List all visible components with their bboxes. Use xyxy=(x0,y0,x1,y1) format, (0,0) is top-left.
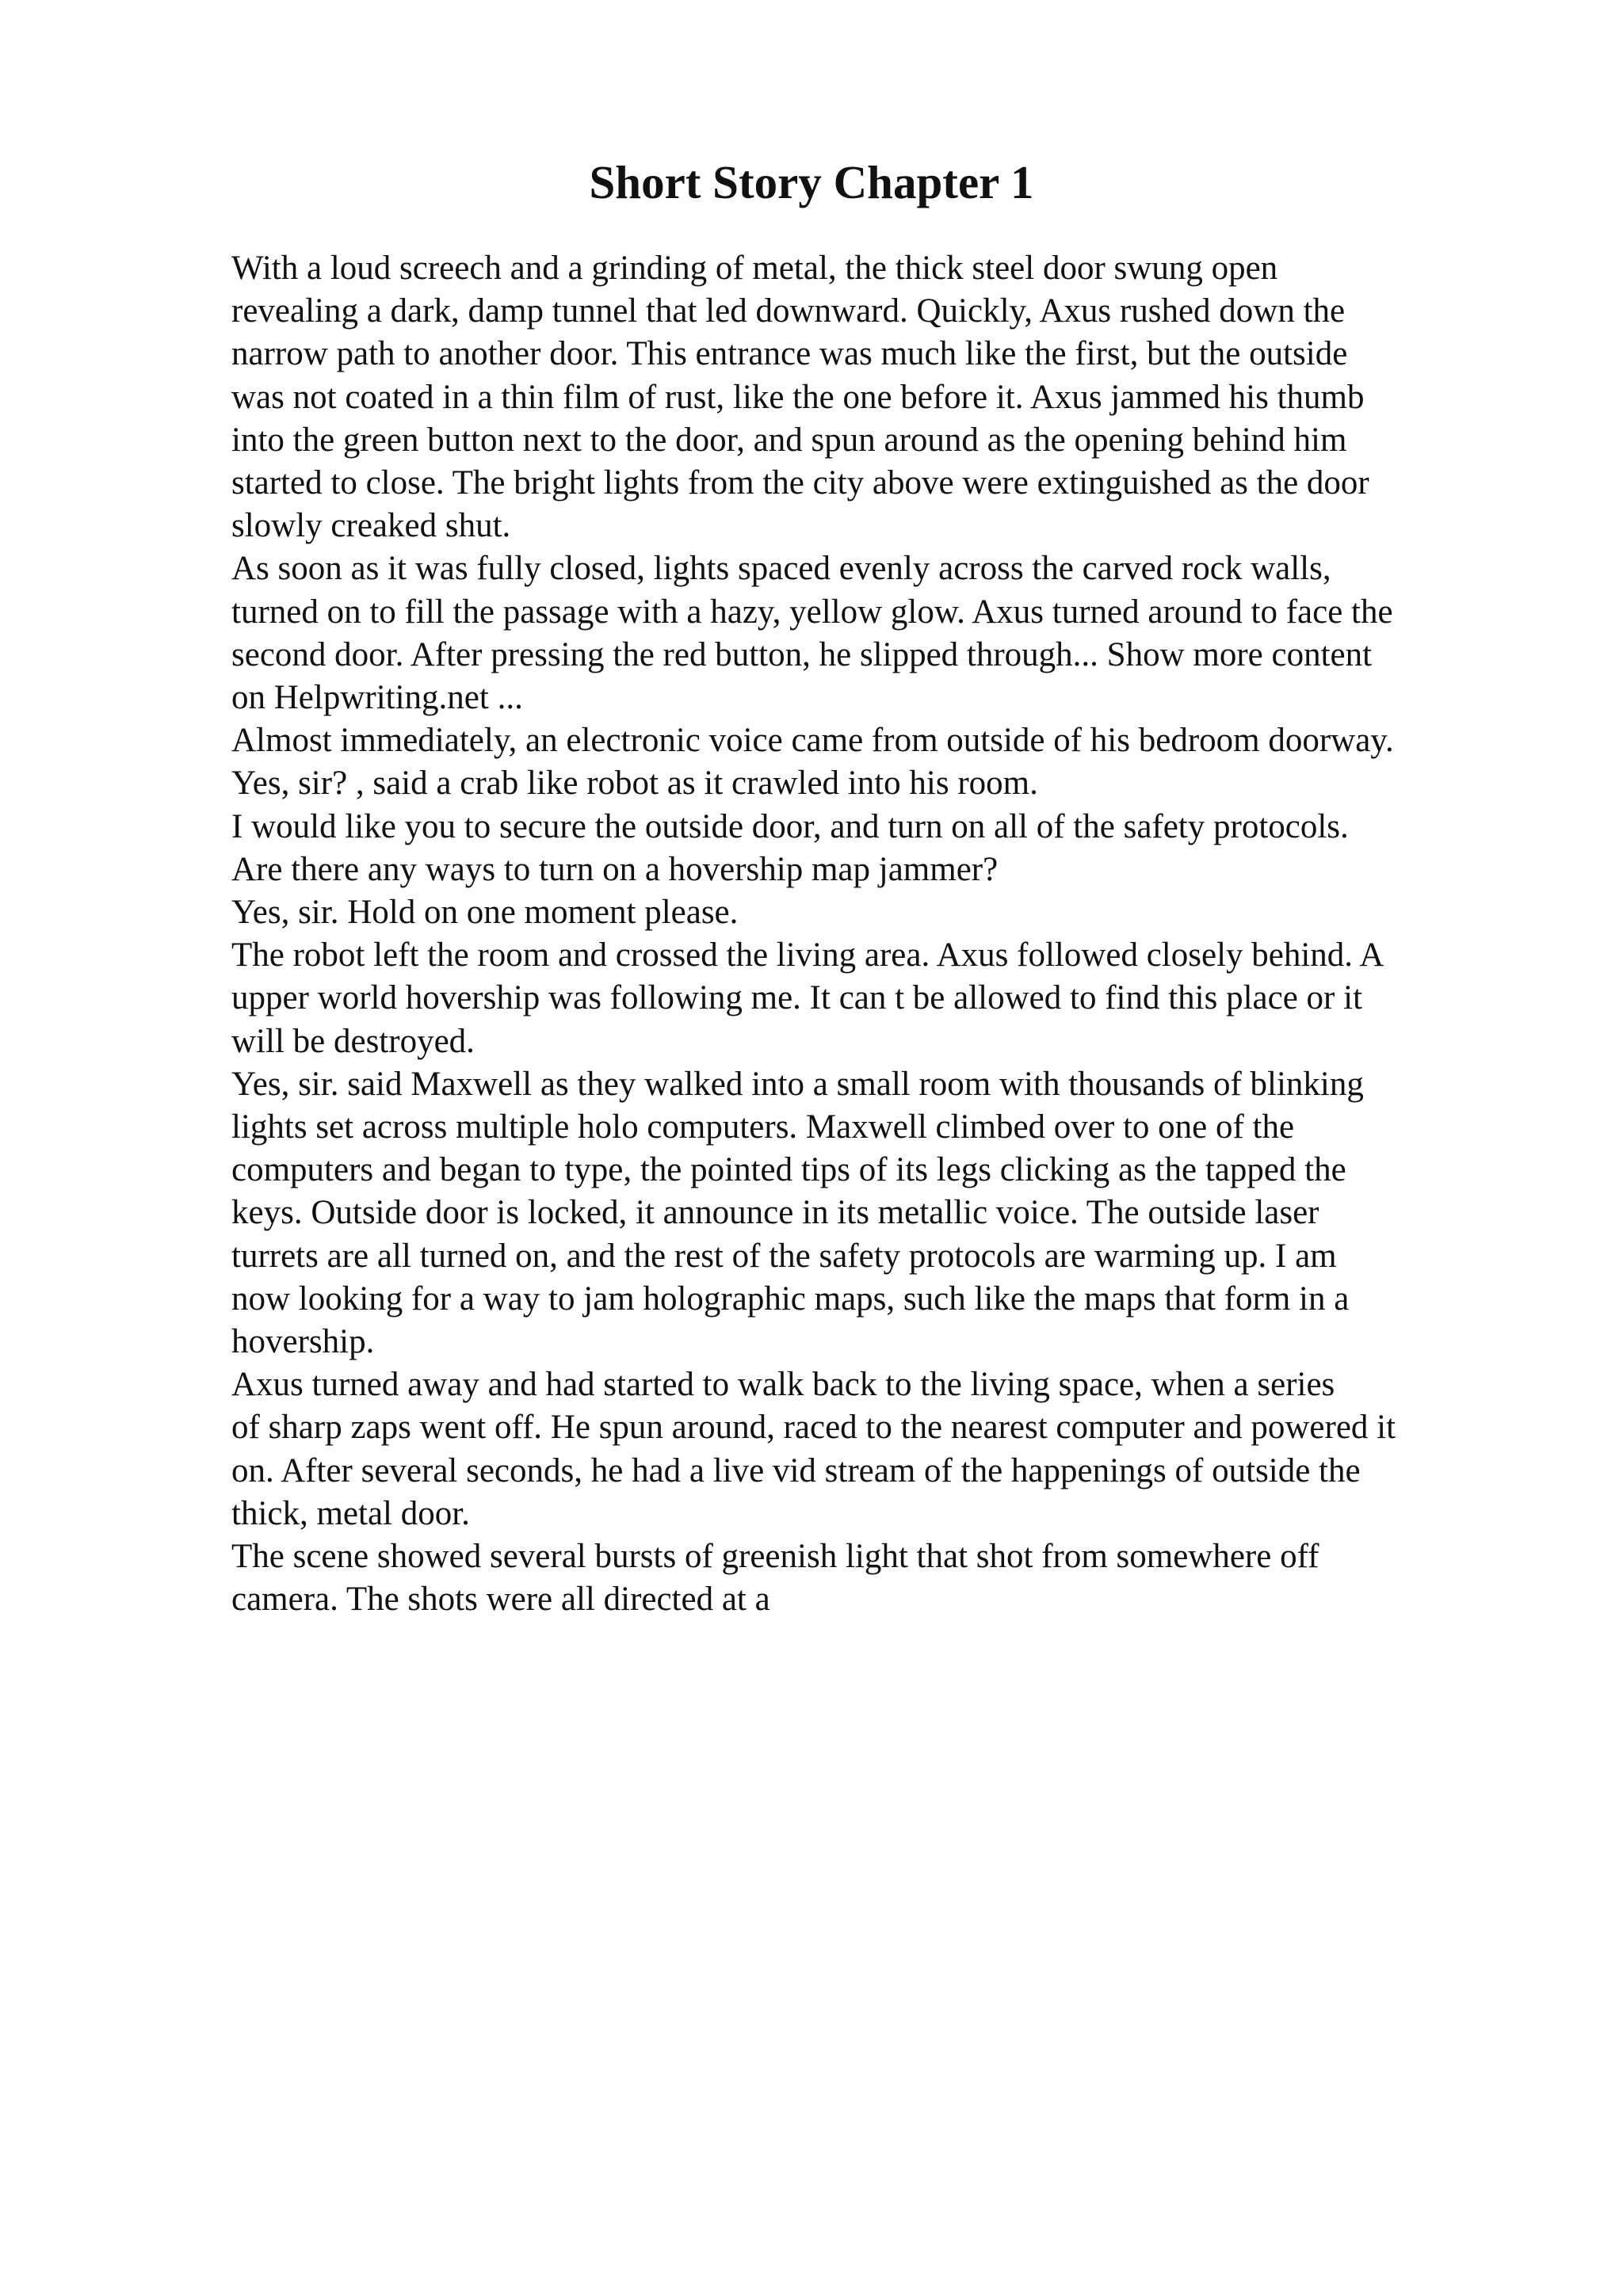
text-line: upper world hovership was following me. It can t be allowed to find this place or it xyxy=(231,979,1363,1017)
text-line: turrets are all turned on, and the rest of the safety protocols are warming up. I am xyxy=(231,1237,1337,1275)
text-line: started to close. The bright lights from the city above were extinguished as the door xyxy=(231,464,1369,502)
text-line: camera. The shots were all directed at a xyxy=(231,1581,770,1619)
text-line: revealing a dark, damp tunnel that led downward. Quickly, Axus rushed down the xyxy=(231,292,1346,330)
page-title: Short Story Chapter 1 xyxy=(589,156,1034,208)
text-line: was not coated in a thin film of rust, like the one before it. Axus jammed his thumb xyxy=(231,378,1365,416)
text-line: As soon as it was fully closed, lights spaced evenly across the carved rock walls, xyxy=(231,550,1331,588)
text-line: on Helpwriting.net ... xyxy=(231,679,523,717)
text-line: The scene showed several bursts of greenish light that shot from somewhere off xyxy=(231,1538,1319,1576)
text-line: lights set across multiple holo computers. Maxwell climbed over to one of the xyxy=(231,1108,1295,1146)
text-line: I would like you to secure the outside door, and turn on all of the safety protocols. xyxy=(231,807,1349,845)
text-line: on. After several seconds, he had a live vid stream of the happenings of outside the xyxy=(231,1451,1361,1489)
text-line: Almost immediately, an electronic voice came from outside of his bedroom doorway. xyxy=(231,722,1394,760)
text-line: narrow path to another door. This entrance was much like the first, but the outside xyxy=(231,335,1348,373)
text-line: Yes, sir. said Maxwell as they walked into a small room with thousands of blinking xyxy=(231,1065,1364,1103)
text-line: With a loud screech and a grinding of metal, the thick steel door swung open xyxy=(231,250,1278,287)
text-line: second door. After pressing the red button, he slipped through... Show more content xyxy=(231,635,1373,673)
text-line: Are there any ways to turn on a hovership map jammer? xyxy=(231,850,999,888)
text-line: keys. Outside door is locked, it announce in its metallic voice. The outside laser xyxy=(231,1194,1319,1232)
text-line: of sharp zaps went off. He spun around, raced to the nearest computer and powered it xyxy=(231,1409,1396,1447)
text-line: Yes, sir? , said a crab like robot as it crawled into his room. xyxy=(231,765,1038,803)
story-body xyxy=(231,247,1515,1622)
text-line: turned on to fill the passage with a hazy, yellow glow. Axus turned around to face the xyxy=(231,593,1393,631)
text-line: into the green button next to the door, and spun around as the opening behind him xyxy=(231,421,1347,459)
text-line: Yes, sir. Hold on one moment please. xyxy=(231,894,739,932)
text-line: now looking for a way to jam holographic maps, such like the maps that form in a xyxy=(231,1280,1350,1318)
text-line: hovership. xyxy=(231,1323,375,1361)
text-line: slowly creaked shut. xyxy=(231,507,511,545)
text-line: thick, metal door. xyxy=(231,1494,470,1532)
text-line: computers and began to type, the pointed tips of its legs clicking as the tapped the xyxy=(231,1151,1346,1189)
text-line: Axus turned away and had started to walk back to the living space, when a series xyxy=(231,1366,1335,1404)
text-line: The robot left the room and crossed the living area. Axus followed closely behind. A xyxy=(231,936,1384,974)
text-line: will be destroyed. xyxy=(231,1022,475,1060)
